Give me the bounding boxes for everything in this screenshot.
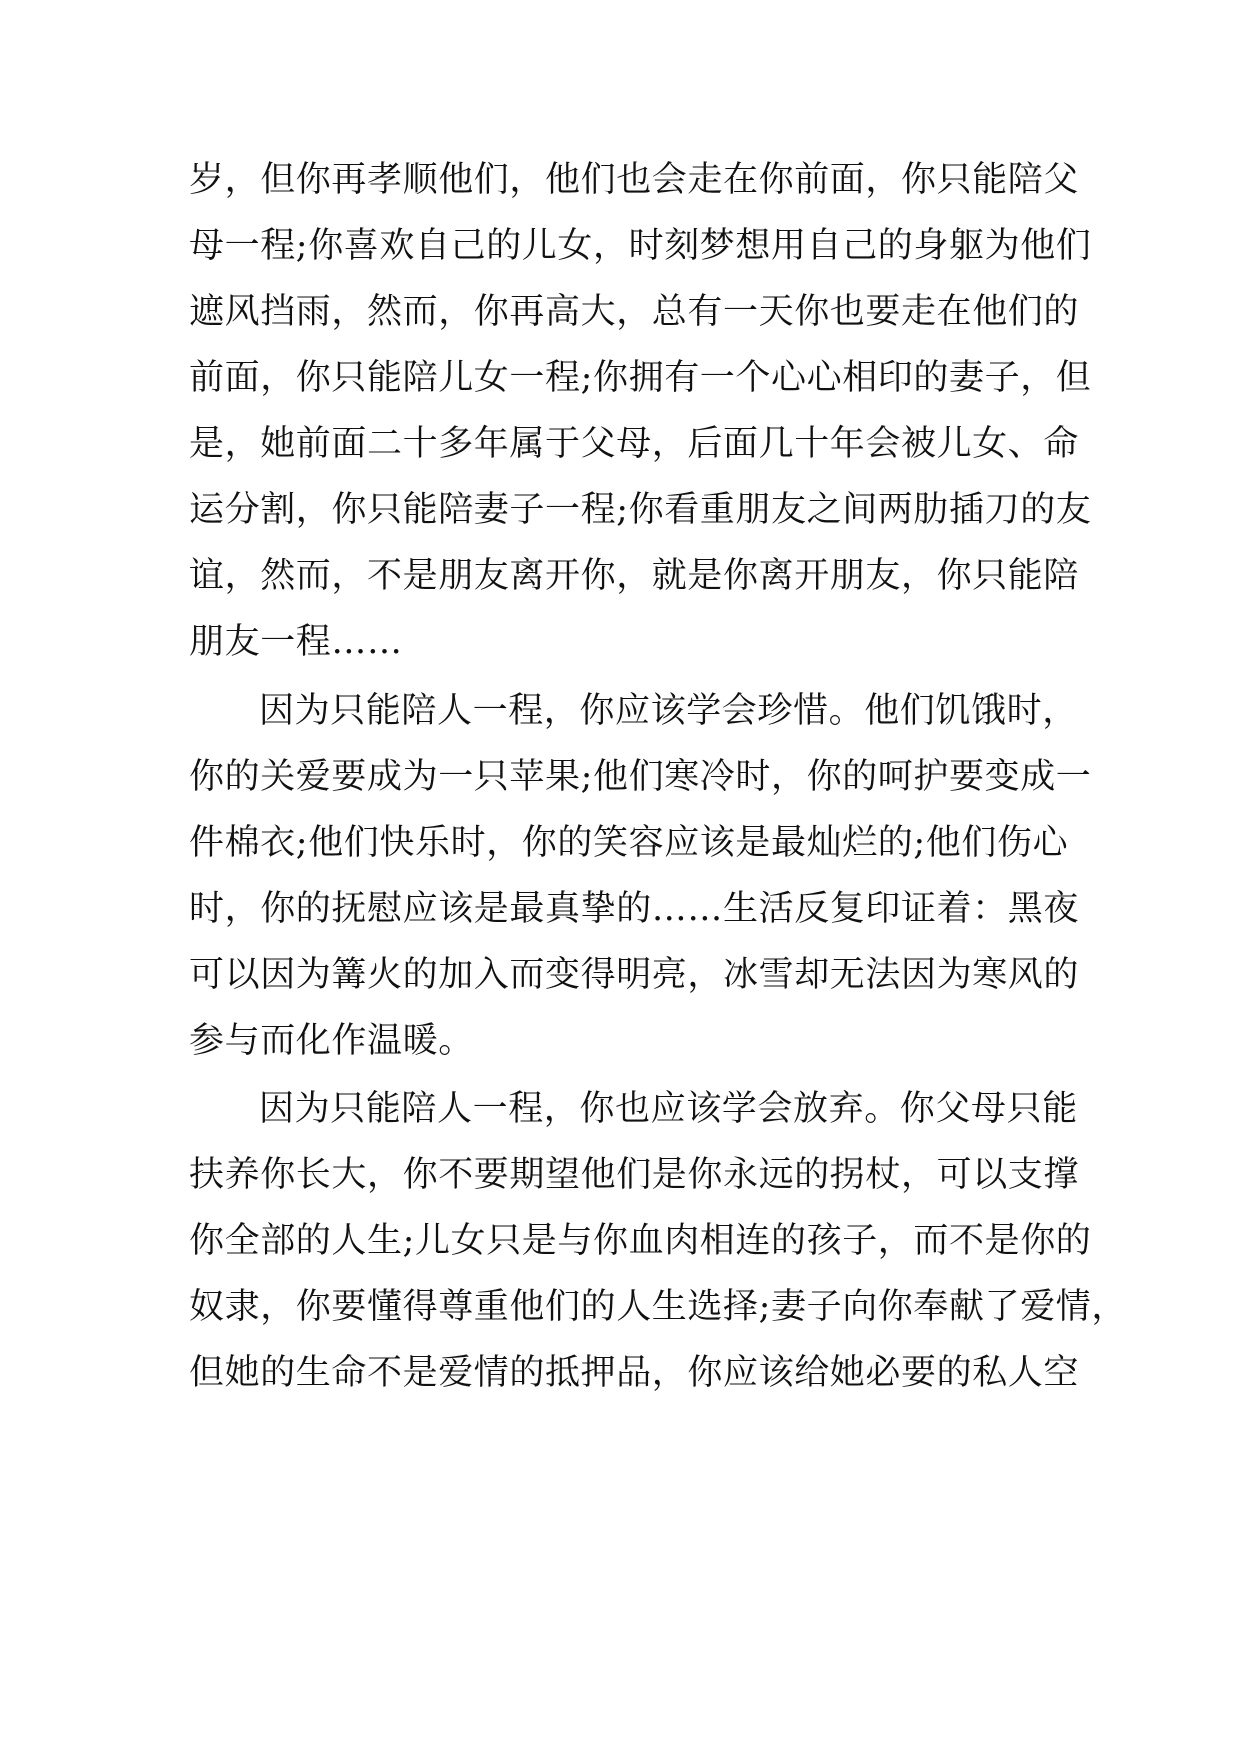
text-line: 你全部的人生;儿女只是与你血肉相连的孩子，而不是你的 [189,1221,1092,1261]
text-line: 可以因为篝火的加入而变得明亮，冰雪却无法因为寒风的 [189,955,1080,995]
text-line: 前面，你只能陪儿女一程;你拥有一个心心相印的妻子，但 [189,358,1092,398]
text-line: 因为只能陪人一程，你应该学会珍惜。他们饥饿时， [259,691,1078,731]
text-line: 参与而化作温暖。 [189,1021,474,1061]
text-line: 朋友一程…… [189,622,403,662]
text-line: 件棉衣;他们快乐时，你的笑容应该是最灿烂的;他们伤心 [189,823,1069,863]
text-line: 运分割，你只能陪妻子一程;你看重朋友之间两肋插刀的友 [189,490,1092,530]
text-line: 时，你的抚慰应该是最真挚的……生活反复印证着：黑夜 [189,889,1080,929]
text-line: 是，她前面二十多年属于父母，后面几十年会被儿女、命 [189,424,1080,464]
text-line: 扶养你长大，你不要期望他们是你永远的拐杖，可以支撑 [189,1155,1080,1195]
text-line: 但她的生命不是爱情的抵押品，你应该给她必要的私人空 [189,1353,1080,1393]
text-line: 母一程;你喜欢自己的儿女，时刻梦想用自己的身躯为他们 [189,226,1092,266]
text-line: 遮风挡雨，然而，你再高大，总有一天你也要走在他们的 [189,292,1080,332]
text-line: 你的关爱要成为一只苹果;他们寒冷时，你的呵护要变成一 [189,757,1092,797]
text-line: 因为只能陪人一程，你也应该学会放弃。你父母只能 [259,1089,1078,1129]
text-line: 奴隶，你要懂得尊重他们的人生选择;妻子向你奉献了爱情， [189,1287,1127,1327]
text-line: 谊，然而，不是朋友离开你，就是你离开朋友，你只能陪 [189,556,1080,596]
text-line: 岁，但你再孝顺他们，他们也会走在你前面，你只能陪父 [189,160,1080,200]
